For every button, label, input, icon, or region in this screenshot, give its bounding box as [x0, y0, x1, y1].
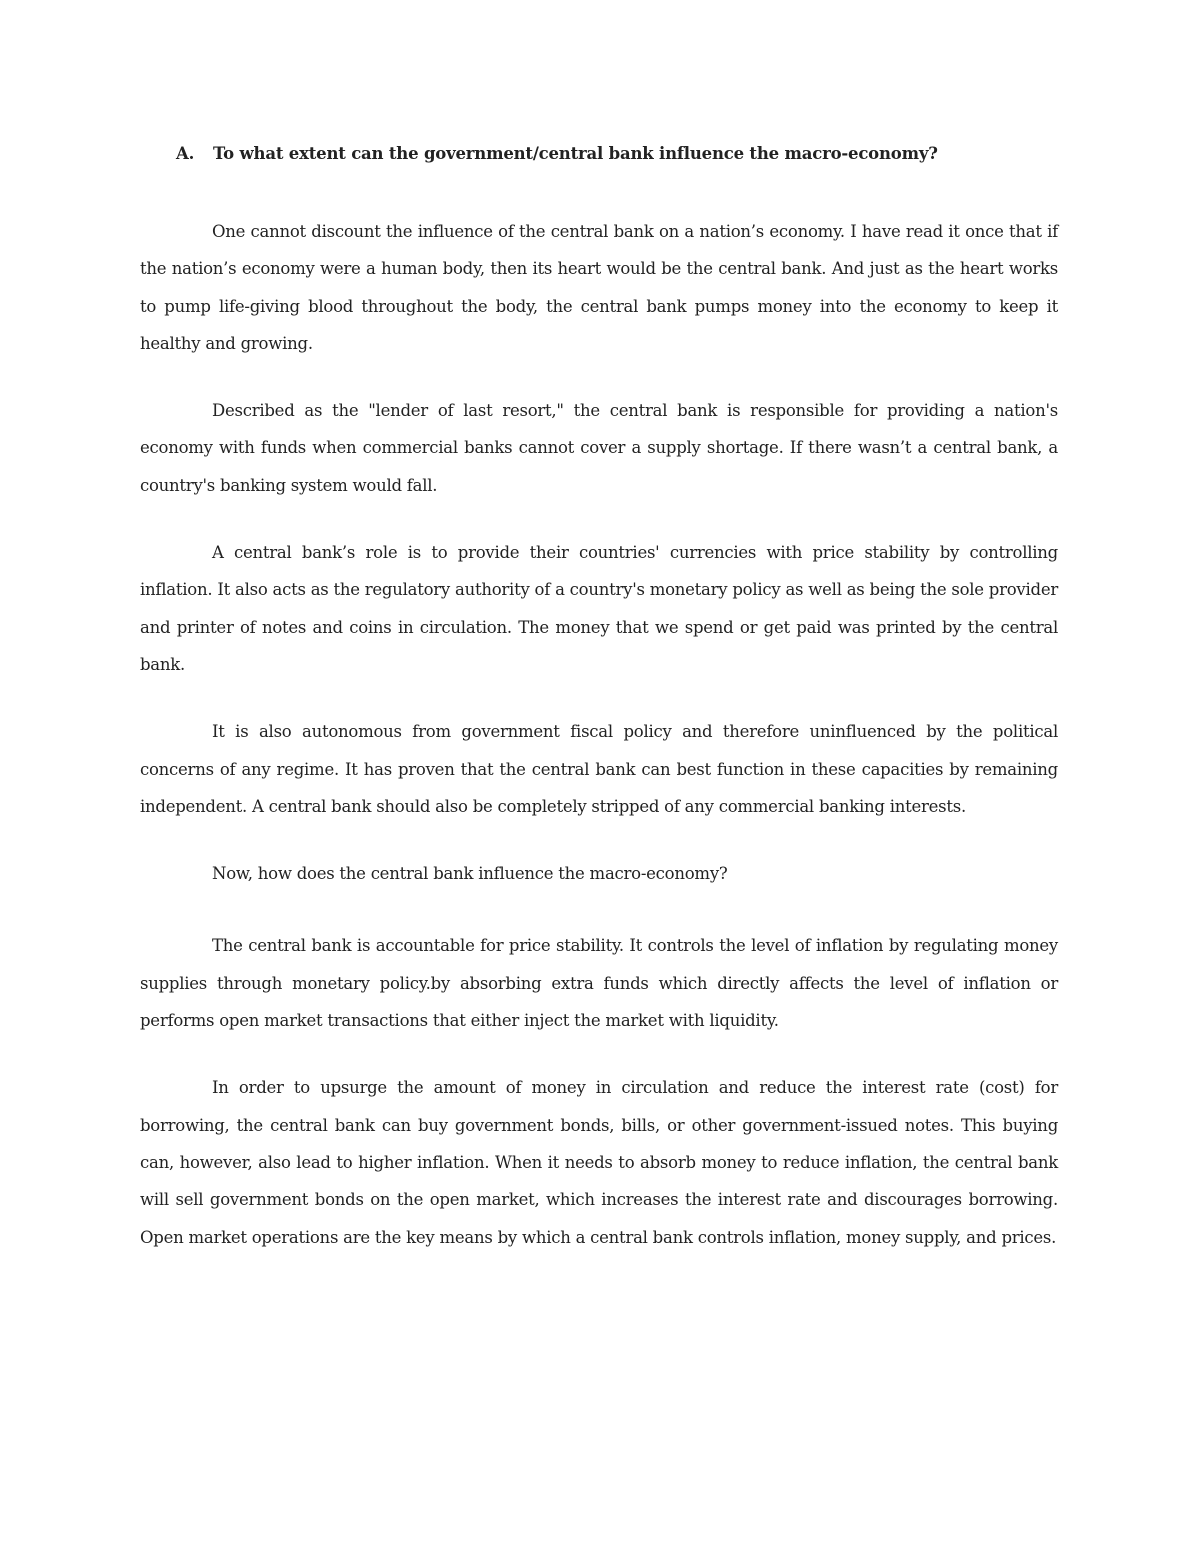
- paragraph-question: Now, how does the central bank influence the macro-economy?: [212, 864, 728, 884]
- section-marker: A.: [176, 144, 195, 163]
- document-page: [140, 140, 1058, 1286]
- section-heading: [176, 140, 1058, 168]
- paragraph-autonomy: It is also autonomous from government fiscal policy and therefore uninfluenced by the political concerns of any regime. It has proven that the central bank can best function in these capacities by remaining independent. A central bank should also be completely stripped of any commercial banking interests.: [140, 722, 1058, 816]
- paragraph-central-bank-influence: One cannot discount the influence of the central bank on a nation’s economy. I have read it once that if the nation’s economy were a human body, then its heart would be the central bank. And just as the heart works to pump life-giving blood throughout the body, the central bank pumps money into the economy to keep it healthy and growing.: [140, 222, 1058, 353]
- section-heading-text: To what extent can the government/central bank influence the macro-economy?: [213, 144, 938, 163]
- paragraph-lender-of-last-resort: Described as the "lender of last resort," the central bank is responsible for providing a nation's economy with funds when commercial banks cannot cover a supply shortage. If there wasn’t a central bank, a country's banking system would fall.: [140, 401, 1058, 495]
- paragraph-open-market-operations: In order to upsurge the amount of money in circulation and reduce the interest rate (cost) for borrowing, the central bank can buy government bonds, bills, or other government-issued notes. This buying can, however, also lead to higher inflation. When it needs to absorb money to reduce inflation, the central bank will sell government bonds on the open market, which increases the interest rate and discourages borrowing. Open market operations are the key means by which a central bank controls inflation, money supply, and prices.: [140, 1078, 1058, 1247]
- paragraph-central-bank-role: A central bank’s role is to provide their countries' currencies with price stability by controlling inflation. It also acts as the regulatory authority of a country's monetary policy as well as being the sole provider and printer of notes and coins in circulation. The money that we spend or get paid was printed by the central bank.: [140, 543, 1058, 674]
- paragraph-price-stability: The central bank is accountable for price stability. It controls the level of inflation by regulating money supplies through monetary policy.by absorbing extra funds which directly affects the level of inflation or performs open market transactions that either inject the market with liquidity.: [140, 936, 1058, 1031]
